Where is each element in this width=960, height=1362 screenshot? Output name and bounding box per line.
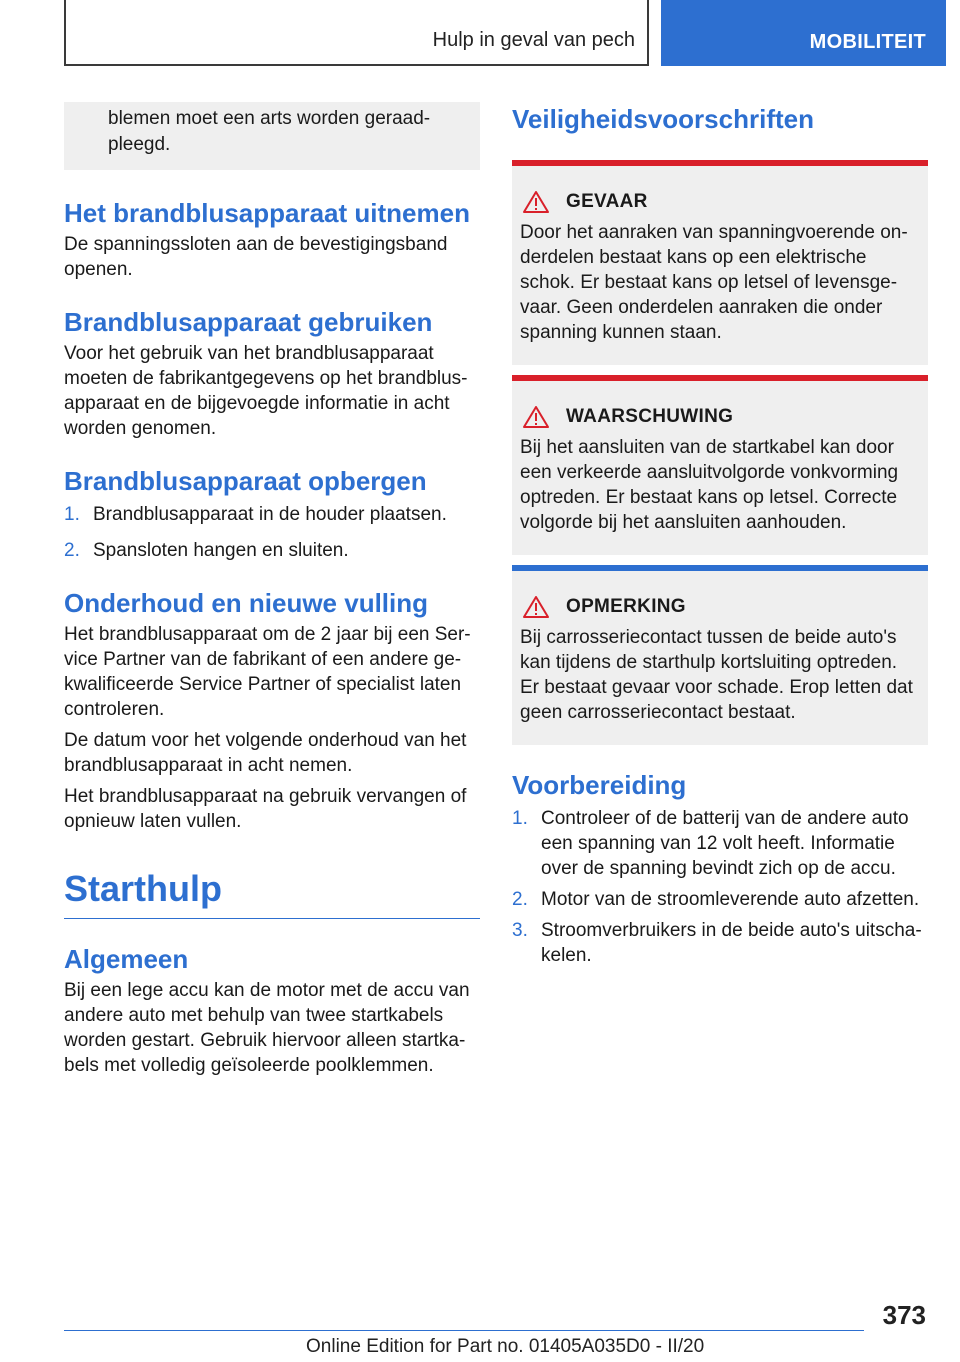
warning-text: Bij het aansluiten van de startkabel kan door een verkeerde aansluitvolgorde vonkvorming optreden. Er bestaat kans op letsel. Correcte volgorde bij het aansluiten aanhouden. bbox=[520, 437, 899, 533]
right-column bbox=[512, 102, 928, 968]
warning-box-gevaar bbox=[512, 160, 928, 365]
warning-text: Door het aanraken van spanningvoerende on-derdelen bestaat kans op een elektrische schok. Er bestaat kans op letsel of levensge-vaar. Geen onderdelen aanraken die onder spanning kunnen staan. bbox=[520, 222, 908, 343]
footer-divider bbox=[64, 1330, 864, 1331]
section-text-uitnemen: De spanningssloten aan de bevestigingsband openen. bbox=[64, 234, 448, 280]
warning-triangle-icon bbox=[522, 190, 550, 214]
chapter-title-starthulp: Starthulp bbox=[64, 868, 222, 909]
list-item: 1. Controleer of de batterij van de andere auto een spanning van 12 volt heeft. Informatie over de spanning bevindt zich op de accu. bbox=[512, 808, 909, 879]
left-column bbox=[64, 102, 480, 1078]
warning-triangle-icon bbox=[522, 595, 550, 619]
continued-note-box bbox=[64, 102, 480, 170]
warning-box-opmerking bbox=[512, 565, 928, 745]
section-title-gebruiken: Brandblusapparaat gebruiken bbox=[64, 307, 433, 337]
warning-label: WAARSCHUWING bbox=[566, 406, 734, 427]
warning-text: Bij carrosseriecontact tussen de beide auto's kan tijdens de starthulp kortsluiting optreden. Er bestaat gevaar voor schade. Erop letten dat geen carrosseriecontact bestaat. bbox=[520, 627, 913, 723]
warning-label: OPMERKING bbox=[566, 596, 686, 617]
header-chapter-tab bbox=[661, 0, 946, 66]
list-item: 1. Brandblusapparaat in de houder plaatsen. bbox=[64, 504, 447, 525]
section-title-opbergen: Brandblusapparaat opbergen bbox=[64, 466, 427, 496]
list-item: 2. Motor van de stroomleverende auto afzetten. bbox=[512, 889, 920, 910]
warning-box-waarschuwing bbox=[512, 375, 928, 555]
page-number: 373 bbox=[882, 1300, 926, 1330]
section-title-onderhoud: Onderhoud en nieuwe vulling bbox=[64, 588, 429, 618]
steps-opbergen bbox=[64, 502, 480, 563]
header-section-box bbox=[64, 0, 649, 66]
warning-triangle-icon bbox=[522, 405, 550, 429]
section-text-algemeen: Bij een lege accu kan de motor met de accu van andere auto met behulp van twee startkabels worden gestart. Gebruik hiervoor alleen startka-bels met volledig geïsoleerde poolklemmen. bbox=[64, 980, 470, 1076]
footer-edition: Online Edition for Part no. 01405A035D0 - II/20 bbox=[306, 1336, 705, 1357]
section-title-uitnemen: Het brandblusapparaat uitnemen bbox=[64, 198, 470, 228]
section-text-onderhoud-3: Het brandblusapparaat na gebruik vervangen of opnieuw laten vullen. bbox=[64, 786, 467, 832]
section-text-gebruiken: Voor het gebruik van het brandblusapparaat moeten de fabrikantgegevens op het brandblus-apparaat en de bijgevoegde informatie in acht worden genomen. bbox=[64, 343, 468, 439]
section-text-onderhoud-1: Het brandblusapparaat om de 2 jaar bij een Ser-vice Partner van de fabrikant of een andere ge-kwalificeerde Service Partner of specialist laten controleren. bbox=[64, 624, 471, 720]
section-title-algemeen: Algemeen bbox=[64, 944, 189, 974]
section-title-voorbereiding: Voorbereiding bbox=[512, 770, 687, 800]
header-section-title: Hulp in geval van pech bbox=[432, 29, 635, 51]
continued-note-text: blemen moet een arts worden geraad- pleegd. bbox=[108, 108, 431, 155]
steps-voorbereiding bbox=[512, 806, 928, 968]
section-title-veiligheid: Veiligheidsvoorschriften bbox=[512, 104, 814, 134]
list-item: 3. Stroomverbruikers in de beide auto's uitscha-kelen. bbox=[512, 920, 922, 966]
warning-label: GEVAAR bbox=[566, 191, 648, 212]
chapter-divider bbox=[64, 918, 480, 919]
header-chapter-title: MOBILITEIT bbox=[809, 31, 926, 53]
section-text-onderhoud-2: De datum voor het volgende onderhoud van het brandblusapparaat in acht nemen. bbox=[64, 730, 467, 776]
list-item: 2. Spansloten hangen en sluiten. bbox=[64, 540, 349, 561]
